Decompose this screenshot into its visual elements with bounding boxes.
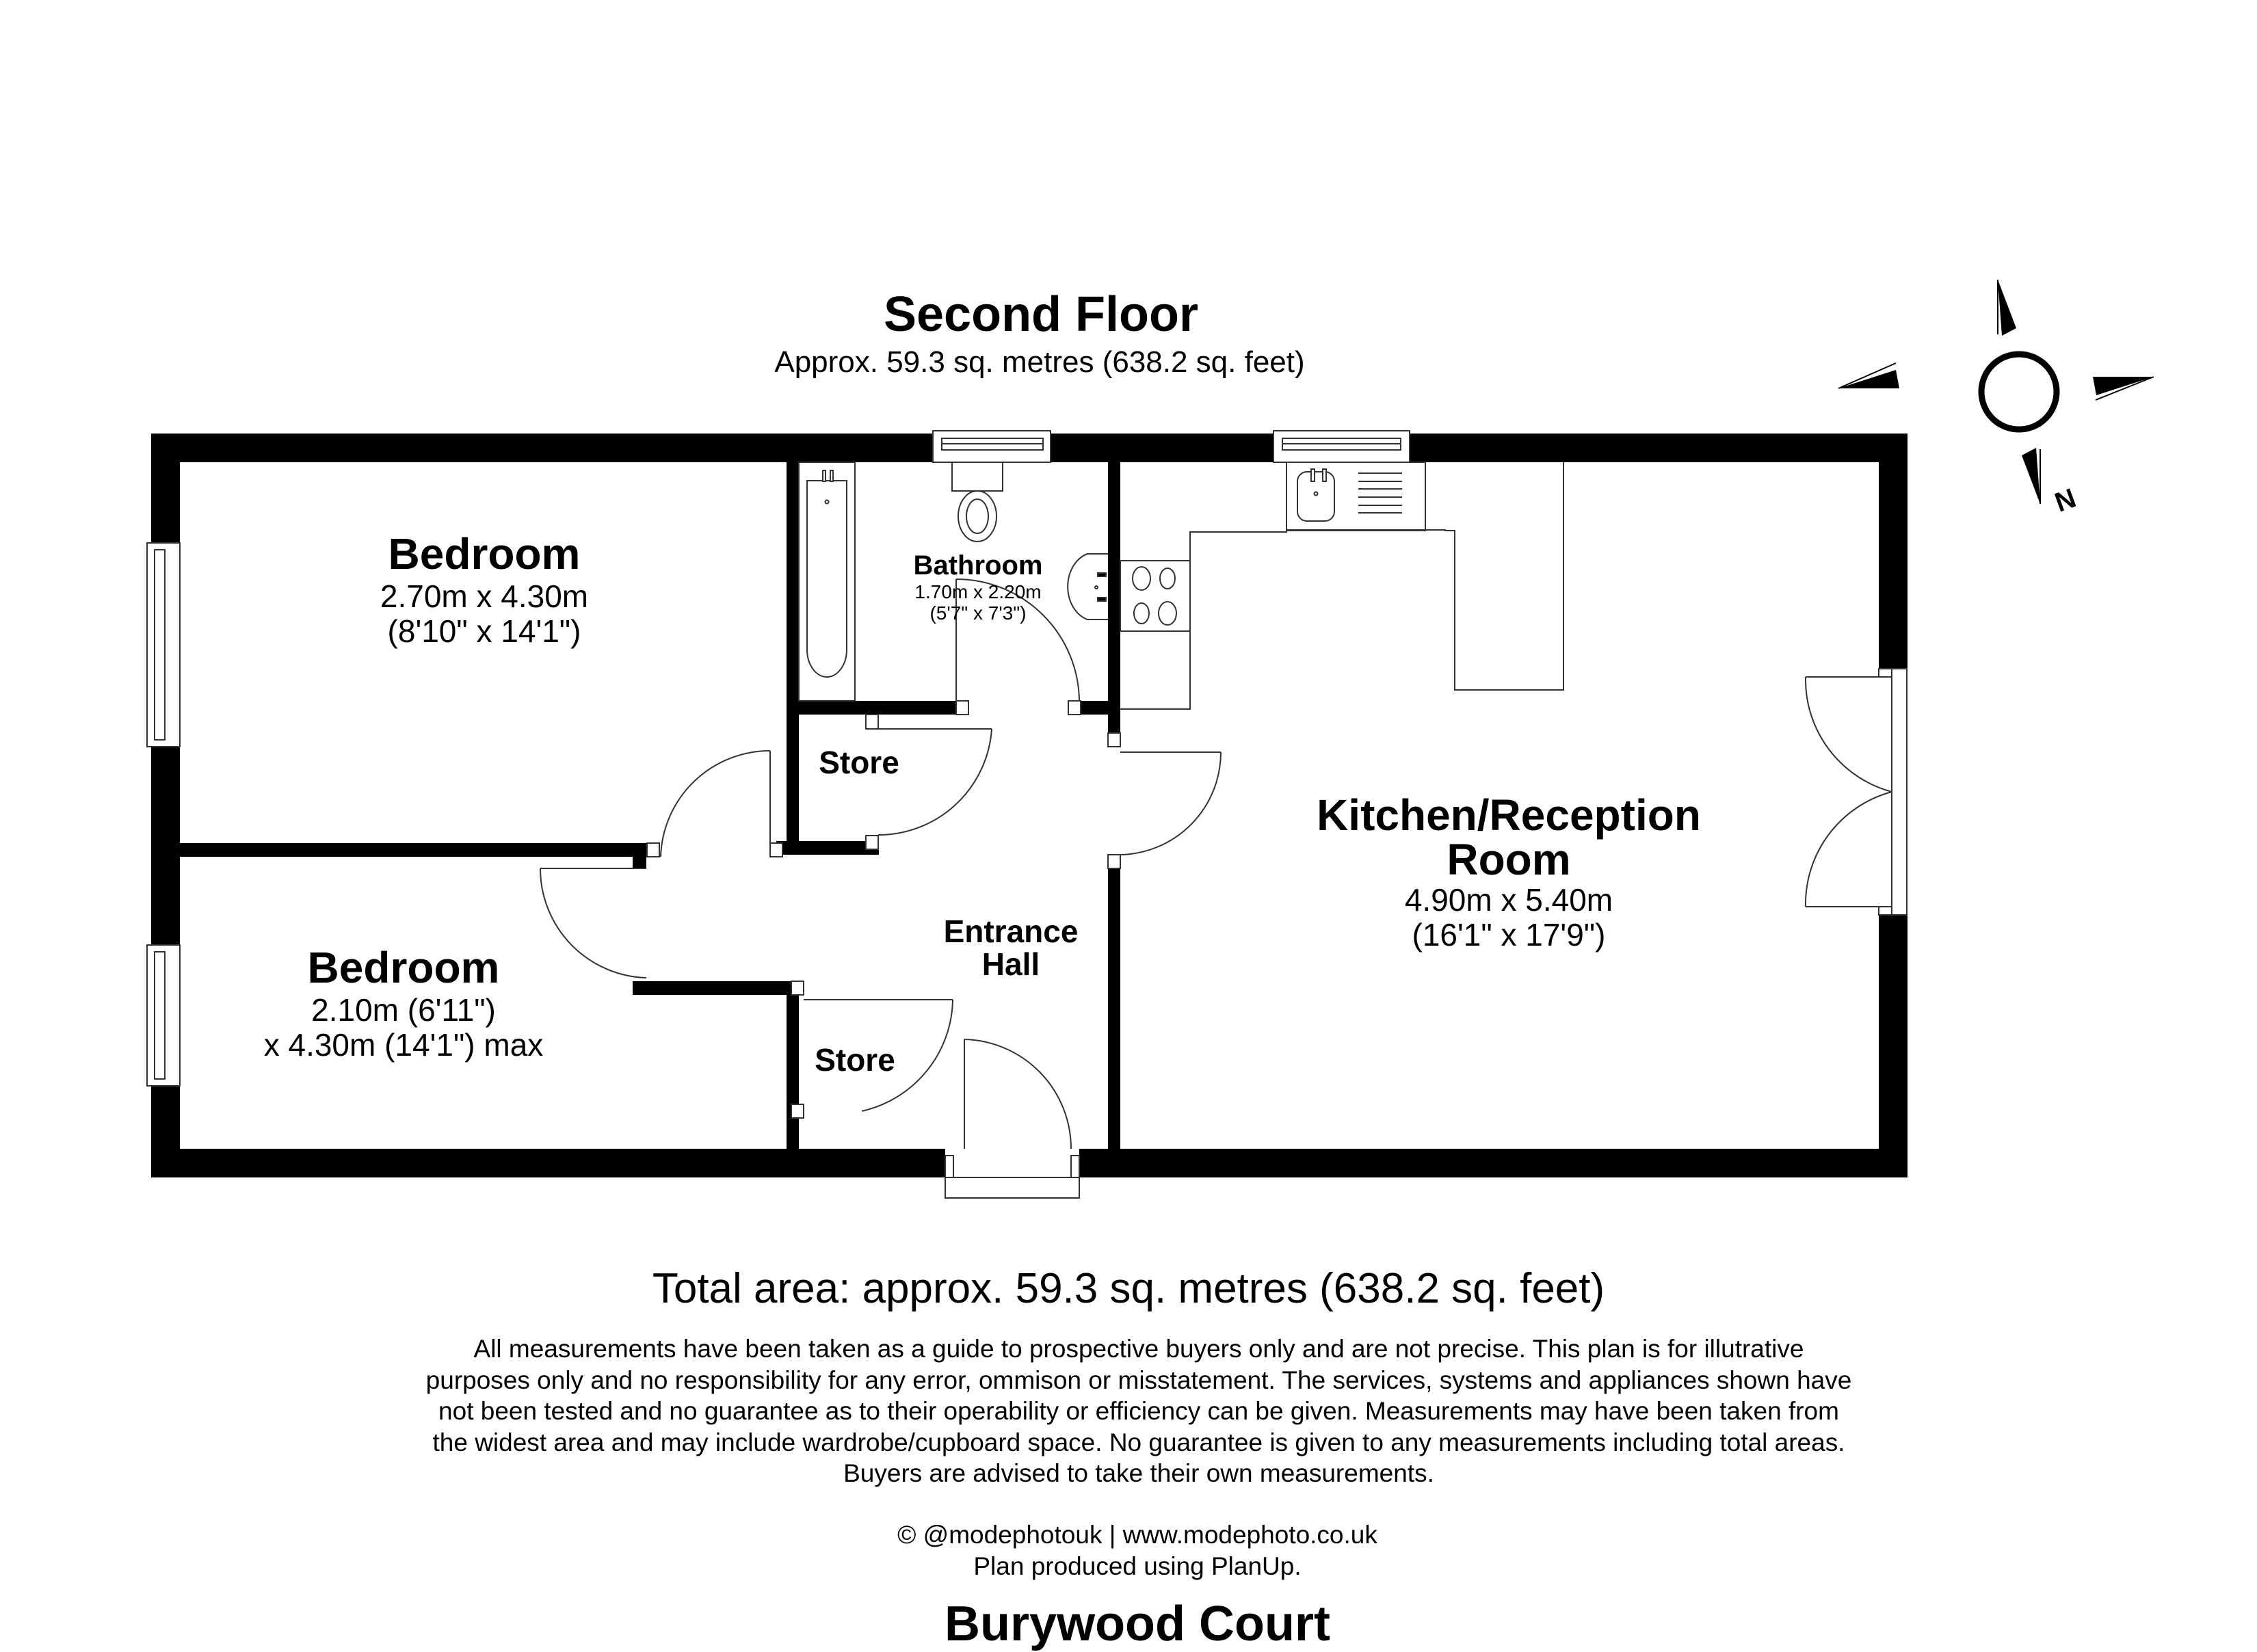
floor-title: Second Floor bbox=[883, 287, 1199, 342]
room-name-line-2: Hall bbox=[981, 946, 1040, 983]
room-dim-imperial: (16'1" x 17'9") bbox=[1412, 917, 1606, 953]
room-label-bathroom bbox=[914, 550, 1043, 624]
room-dim-line-2: x 4.30m (14'1") max bbox=[263, 1027, 544, 1063]
sink bbox=[1286, 462, 1425, 531]
credit-line-2: Plan produced using PlanUp. bbox=[973, 1552, 1302, 1580]
entrance-threshold bbox=[945, 1156, 1079, 1198]
french-doors-frame bbox=[1879, 669, 1907, 915]
room-name: Bedroom bbox=[307, 943, 500, 992]
room-label-entrance-hall bbox=[944, 915, 1079, 981]
toilet bbox=[952, 462, 1003, 542]
window-kitchen bbox=[1273, 431, 1410, 462]
hob bbox=[1120, 561, 1190, 631]
compass-north-label: N bbox=[2050, 483, 2080, 518]
floor-area: Approx. 59.3 sq. metres (638.2 sq. feet) bbox=[774, 345, 1305, 379]
room-name-line-1: Entrance bbox=[943, 914, 1079, 949]
window-bathroom bbox=[933, 431, 1051, 462]
window-bedroom2 bbox=[147, 945, 180, 1086]
room-dim-metric: 4.90m x 5.40m bbox=[1404, 881, 1613, 918]
washbasin bbox=[1068, 554, 1108, 620]
room-name-line-2: Room bbox=[1447, 835, 1571, 885]
kitchen-counter bbox=[1120, 462, 1563, 709]
room-dim-imperial: (5'7" x 7'3") bbox=[929, 602, 1027, 624]
room-label-bedroom-2 bbox=[264, 944, 544, 1063]
room-dim-imperial: (8'10" x 14'1") bbox=[387, 613, 581, 650]
room-name: Bedroom bbox=[388, 529, 581, 578]
room-label-bedroom-1 bbox=[380, 530, 588, 650]
room-dim-metric: 2.70m x 4.30m bbox=[380, 578, 589, 614]
room-label-store-upper: Store bbox=[819, 745, 899, 780]
credit-line-1: © @modephotouk | www.modephoto.co.uk bbox=[897, 1521, 1377, 1549]
room-dim-line-1: 2.10m (6'11") bbox=[311, 991, 496, 1028]
property-name: Burywood Court bbox=[945, 1597, 1330, 1651]
total-area: Total area: approx. 59.3 sq. metres (638.2 sq. feet) bbox=[652, 1265, 1605, 1312]
room-name: Bathroom bbox=[913, 550, 1043, 581]
bathtub bbox=[799, 462, 855, 701]
room-label-store-lower: Store bbox=[815, 1042, 895, 1078]
room-name-line-1: Kitchen/Reception bbox=[1317, 790, 1701, 840]
disclaimer: All measurements have been taken as a guide to prospective buyers only and are not precise. This plan is for illutrative purposes only and no responsibility for any error, ommison or misstatement. The services, systems and appliances shown have not been tested and no guarantee as to their operability or efficiency can be given. Measurements may have been taken from the widest area and may include wardrobe/cupboard space. No guarantee is given to any measurements including total areas. Buyers are advised to take their own measurements. bbox=[425, 1335, 1852, 1487]
room-label-kitchen-reception bbox=[1317, 790, 1701, 953]
window-bedroom1 bbox=[147, 543, 180, 747]
kitchen-fixtures bbox=[1120, 462, 1563, 709]
room-dim-metric: 1.70m x 2.20m bbox=[914, 581, 1042, 602]
